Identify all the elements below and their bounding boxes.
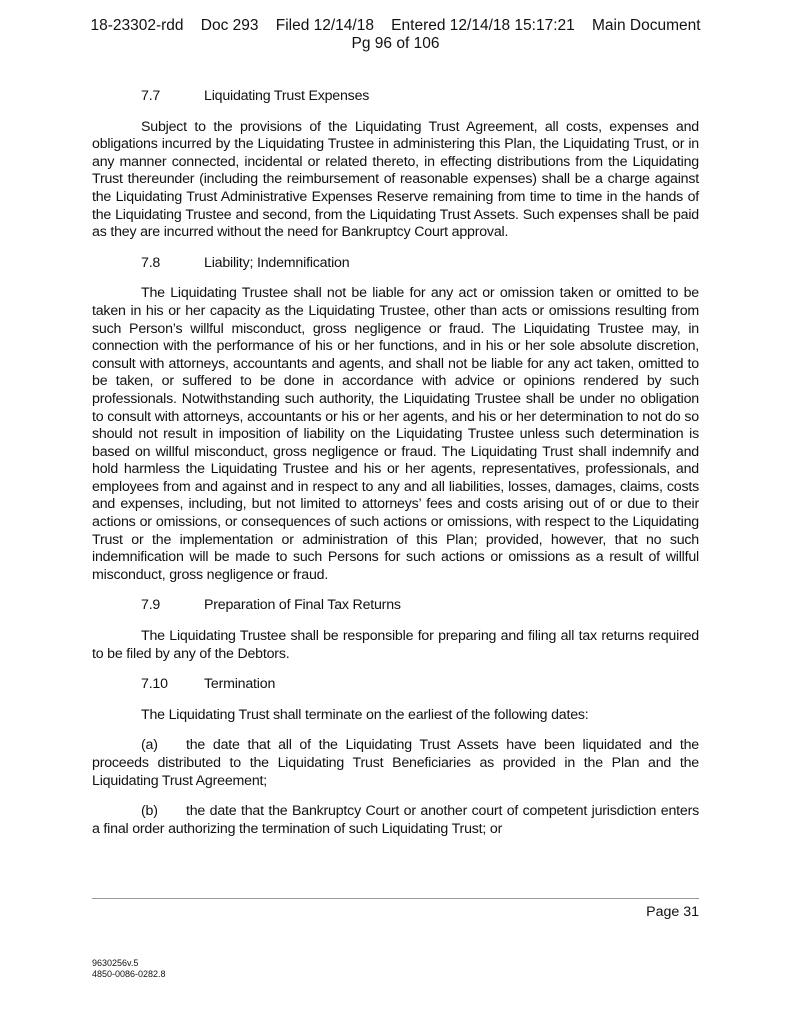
item-text: the date that the Bankruptcy Court or another court of competent jurisdiction enters a final order authorizing the termination of such Liquidating Trust; or [92,803,699,837]
section-7-7-heading [92,88,699,106]
document-body [92,88,699,851]
section-title: Liquidating Trust Expenses [204,88,370,104]
section-7-10-heading [92,676,699,694]
section-title: Preparation of Final Tax Returns [204,597,401,614]
section-title: Liability; Indemnification [204,254,350,271]
section-7-10-paragraph: The Liquidating Trust shall terminate on the earliest of the following dates: [141,706,589,723]
section-number: 7.9 [141,597,161,614]
page-number: Page 31 [646,904,699,920]
termination-item-a [92,737,699,790]
document-id-line1: 9630256v.5 [92,958,139,968]
item-label: (a) [141,737,158,754]
termination-item-b [92,803,699,838]
case-header-line2: Pg 96 of 106 [351,35,440,52]
section-7-8-heading [92,255,699,273]
case-header-line1: 18-23302-rdd Doc 293 Filed 12/14/18 Entered 12/14/18 15:17:21 Main Document [90,17,701,34]
section-number: 7.7 [141,88,161,104]
footer-divider [92,898,699,899]
document-id-line2: 4850-0086-0282.8 [92,969,166,979]
section-title: Termination [204,676,276,693]
section-7-9-heading [92,597,699,615]
item-label: (b) [141,803,158,820]
section-7-8-paragraph: The Liquidating Trustee shall not be liable for any act or omission taken or omitted to be taken in his or her capacity as the Liquidating Trustee, other than acts or omissions resulting from such Person’s willful misconduct, gross negligence or fraud. The Liquidating Trustee may, in connection with the performance of his or her functions, and in his or her sole absolute discretion, consult with attorneys, accountants and agents, and shall not be liable for any act taken, omitted to be taken, or suffered to be done in accordance with advice or opinions rendered by such professionals. Notwithstanding such authority, the Liquidating Trustee shall be under no obligation to consult with attorneys, accountants or his or her agents, and his or her determination to not do so should not result in imposition of liability on the Liquidating Trustee unless such determination is based on willful misconduct, gross negligence or fraud. The Liquidating Trust shall indemnify and hold harmless the Liquidating Trustee and his or her agents, representatives, professionals, and employees from and against and in respect to any and all liabilities, losses, damages, claims, costs and expenses, including, but not limited to attorneys’ fees and costs arising out of or due to their actions or omissions, or consequences of such actions or omissions, with respect to the Liquidating Trust or the implementation or administration of this Plan; provided, however, that no such indemnification will be made to such Persons for such actions or omissions as a result of willful misconduct, gross negligence or fraud. [92,285,699,583]
item-text: the date that all of the Liquidating Trust Assets have been liquidated and the proceeds distributed to the Liquidating Trust Beneficiaries as provided in the Plan and the Liquidating Trust Agreement; [92,737,699,789]
section-number: 7.10 [141,676,168,693]
document-id [92,958,166,980]
section-7-9-paragraph: The Liquidating Trustee shall be responsible for preparing and filing all tax returns required to be filed by any of the Debtors. [92,628,699,662]
section-7-7-paragraph: Subject to the provisions of the Liquidating Trust Agreement, all costs, expenses and obligations incurred by the Liquidating Trustee in administering this Plan, the Liquidating Trust, or in any manner connected, incidental or related thereto, in effecting distributions from the Liquidating Trust thereunder (including the reimbursement of reasonable expenses) shall be a charge against the Liquidating Trust Administrative Expenses Reserve remaining from time to time in the hands of the Liquidating Trustee and second, from the Liquidating Trust Assets. Such expenses shall be paid as they are incurred without the need for Bankruptcy Court approval. [92,118,699,241]
section-number: 7.8 [141,254,161,271]
case-header [0,17,791,53]
